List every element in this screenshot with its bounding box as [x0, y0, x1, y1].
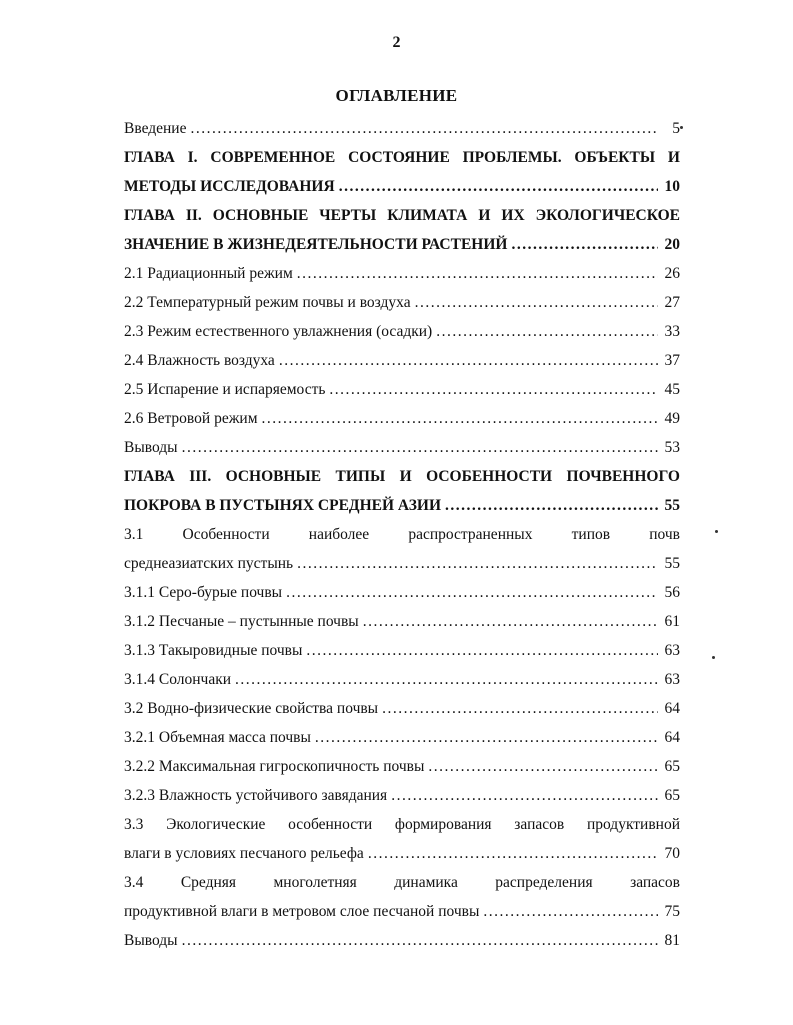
- toc-entry-text: МЕТОДЫ ИССЛЕДОВАНИЯ: [124, 178, 335, 195]
- toc-page-number: 10: [664, 178, 680, 195]
- toc-title: ОГЛАВЛЕНИЕ: [335, 86, 458, 105]
- dot-leader: [329, 375, 658, 404]
- toc-page-number: 53: [664, 439, 680, 456]
- dot-leader: [415, 288, 658, 317]
- toc-entry: [124, 404, 680, 433]
- toc-page-number: 65: [664, 787, 680, 804]
- toc-entry-text: 2.1 Радиационный режим: [124, 265, 293, 282]
- toc-entry-text: Введение: [124, 120, 187, 137]
- scan-speck: [715, 530, 718, 533]
- toc-entry: [124, 259, 680, 288]
- toc-entry-text: 2.3 Режим естественного увлажнения (осадки): [124, 323, 433, 340]
- toc-entry: [124, 723, 680, 752]
- toc-entry: [124, 433, 680, 462]
- dot-leader: [391, 781, 658, 810]
- dot-leader: [182, 433, 658, 462]
- toc-entry-text: среднеазиатских пустынь: [124, 555, 294, 572]
- toc-entry: [124, 926, 680, 955]
- dot-leader: [190, 114, 658, 143]
- toc-entry-text: 2.6 Ветровой режим: [124, 410, 258, 427]
- toc-entry-text: 3.1 Особенности наиболее распространенных типов почв: [124, 526, 680, 543]
- scan-speck: [712, 656, 715, 659]
- toc-entry: [124, 665, 680, 694]
- toc-page-number: 63: [664, 671, 680, 688]
- toc-entry-text: 3.2 Водно-физические свойства почвы: [124, 700, 379, 717]
- toc-entry-text: 2.4 Влажность воздуха: [124, 352, 275, 369]
- toc-entry-text: ПОКРОВА В ПУСТЫНЯХ СРЕДНЕЙ АЗИИ: [124, 497, 442, 514]
- toc-entry-text: 3.1.2 Песчаные – пустынные почвы: [124, 613, 359, 630]
- toc-entry: [124, 752, 680, 781]
- toc-entry-text: 3.2.2 Максимальная гигроскопичность почвы: [124, 758, 425, 775]
- toc-page-number: 64: [664, 700, 680, 717]
- toc-page-number: 61: [664, 613, 680, 630]
- toc-entry-text: 3.3 Экологические особенности формирования запасов продуктивной: [124, 816, 680, 833]
- toc-page-number: 27: [664, 294, 680, 311]
- toc-page-number: 75: [664, 903, 680, 920]
- dot-leader: [382, 694, 658, 723]
- toc-page-number: 55: [664, 497, 680, 514]
- toc-entry: [124, 201, 680, 259]
- dot-leader: [182, 926, 658, 955]
- dot-leader: [368, 839, 658, 868]
- toc-entry: [124, 694, 680, 723]
- toc-entry: [124, 143, 680, 201]
- toc-entry-text: ГЛАВА III. ОСНОВНЫЕ ТИПЫ И ОСОБЕННОСТИ ПОЧВЕННОГО: [124, 468, 680, 485]
- dot-leader: [315, 723, 658, 752]
- dot-leader: [306, 636, 658, 665]
- toc-page-number: 5: [672, 120, 680, 137]
- toc-entry: [124, 810, 680, 868]
- toc-entry: [124, 317, 680, 346]
- dot-leader: [445, 491, 658, 520]
- toc-entry: [124, 636, 680, 665]
- toc-page-number: 33: [664, 323, 680, 340]
- toc-entry-text: 3.2.1 Объемная масса почвы: [124, 729, 311, 746]
- toc-page-number: 26: [664, 265, 680, 282]
- dot-leader: [363, 607, 658, 636]
- toc-entry-text: ГЛАВА II. ОСНОВНЫЕ ЧЕРТЫ КЛИМАТА И ИХ ЭКОЛОГИЧЕСКОЕ: [124, 207, 680, 224]
- toc-entry: [124, 578, 680, 607]
- toc-page-number: 63: [664, 642, 680, 659]
- toc-entry: [124, 375, 680, 404]
- toc-entry-text: Выводы: [124, 439, 178, 456]
- toc-entry-text: 3.1.4 Солончаки: [124, 671, 232, 688]
- toc-entry-text: 3.1.3 Такыровидные почвы: [124, 642, 303, 659]
- toc-page-number: 65: [664, 758, 680, 775]
- toc-entry-text: 3.2.3 Влажность устойчивого завядания: [124, 787, 388, 804]
- toc-entry-text: 3.1.1 Серо-бурые почвы: [124, 584, 283, 601]
- toc-entry: [124, 607, 680, 636]
- dot-leader: [428, 752, 658, 781]
- toc-page-number: 37: [664, 352, 680, 369]
- dot-leader: [297, 259, 658, 288]
- dot-leader: [279, 346, 658, 375]
- toc-page-number: 49: [664, 410, 680, 427]
- dot-leader: [235, 665, 658, 694]
- dot-leader: [262, 404, 658, 433]
- toc-entry-text: влаги в условиях песчаного рельефа: [124, 845, 364, 862]
- toc-page-number: 64: [664, 729, 680, 746]
- dot-leader: [297, 549, 658, 578]
- toc-page-number: 45: [664, 381, 680, 398]
- toc-entry-text: 2.5 Испарение и испаряемость: [124, 381, 326, 398]
- toc-entry: [124, 114, 680, 143]
- toc-entry: [124, 520, 680, 578]
- toc-page-number: 20: [664, 236, 680, 253]
- toc-entry: [124, 288, 680, 317]
- toc-entry: [124, 346, 680, 375]
- page-number: 2: [392, 34, 401, 51]
- table-of-contents: [124, 114, 680, 955]
- dot-leader: [339, 172, 658, 201]
- toc-entry: [124, 781, 680, 810]
- toc-page-number: 55: [664, 555, 680, 572]
- toc-entry-text: ЗНАЧЕНИЕ В ЖИЗНЕДЕЯТЕЛЬНОСТИ РАСТЕНИЙ: [124, 236, 508, 253]
- toc-entry-text: 3.4 Средняя многолетняя динамика распределения запасов: [124, 874, 680, 891]
- dot-leader: [511, 230, 658, 259]
- dot-leader: [286, 578, 658, 607]
- toc-entry-text: Выводы: [124, 932, 178, 949]
- dot-leader: [483, 897, 658, 926]
- toc-entry: [124, 868, 680, 926]
- scan-speck: [680, 126, 683, 129]
- toc-entry: [124, 462, 680, 520]
- toc-page-number: 70: [664, 845, 680, 862]
- toc-entry-text: 2.2 Температурный режим почвы и воздуха: [124, 294, 411, 311]
- toc-entry-text: продуктивной влаги в метровом слое песчаной почвы: [124, 903, 480, 920]
- toc-page-number: 56: [664, 584, 680, 601]
- dot-leader: [436, 317, 658, 346]
- toc-page-number: 81: [664, 932, 680, 949]
- toc-entry-text: ГЛАВА I. СОВРЕМЕННОЕ СОСТОЯНИЕ ПРОБЛЕМЫ. ОБЪЕКТЫ И: [124, 149, 680, 166]
